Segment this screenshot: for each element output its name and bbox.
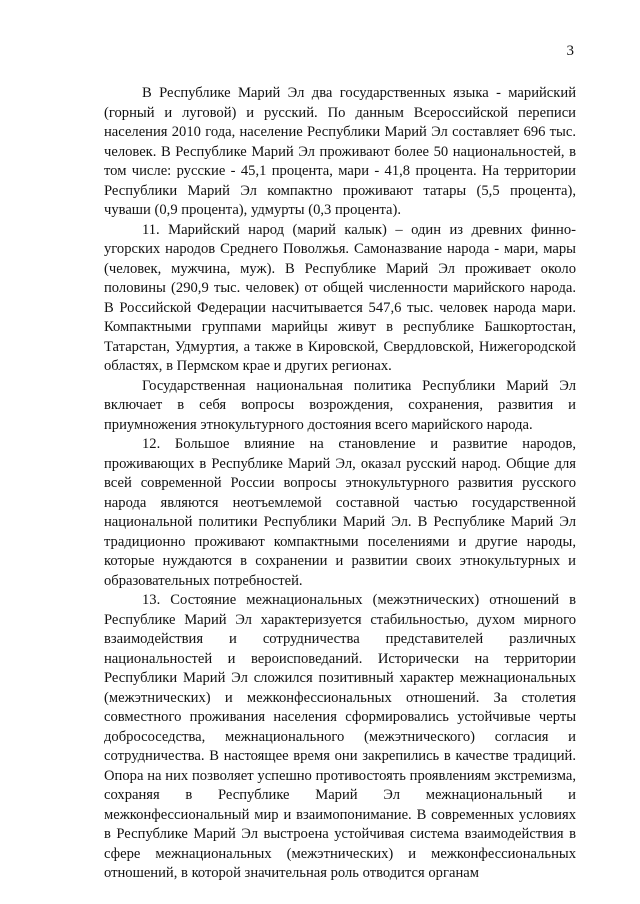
paragraph-13-interethnic-relations: 13. Состояние межнациональных (межэтнических) отношений в Республике Марий Эл характеризуется стабильностью, духом мирного взаимодействия и сотрудничества представителей различных национальностей и вероисповеданий. Исторически на территории Республики Марий Эл сложился позитивный характер межнациональных (межэтнических) и межконфессиональных отношений. За столетия совместного проживания населения сформировались устойчивые черты добрососедства, межнационального (межэтнического) согласия и сотрудничества. В настоящее время они закрепились в качестве традиций. Опора на них позволяет успешно противостоять проявлениям экстремизма, сохраняя в Республике Марий Эл межнациональный и межконфессиональный мир и взаимопонимание. В современных условиях в Республике Марий Эл выстроена устойчивая система взаимодействия в сфере межнациональных (межэтнических) и межконфессиональных отношений, в которой значительная роль отводится органам — [104, 592, 576, 881]
paragraph-languages-population: В Республике Марий Эл два государственных языка - марийский (горный и луговой) и русский. По данным Всероссийской переписи населения 2010 года, население Республики Марий Эл составляет 696 тыс. человек. В Республике Марий Эл проживают более 50 национальностей, в том числе: русские - 45,1 процента, мари - 41,8 процента. На территории Республики Марий Эл компактно проживают татары (5,5 процента), чуваши (0,9 процента), удмурты (0,3 процента). — [104, 85, 576, 218]
paragraph-national-policy: Государственная национальная политика Республики Марий Эл включает в себя вопросы возрождения, сохранения, развития и приумножения этнокультурного достояния всего марийского народа. — [104, 377, 576, 433]
document-body — [104, 84, 576, 884]
page-number: 3 — [566, 43, 574, 59]
paragraph-11-mari-people: 11. Марийский народ (марий калык) – один из древних финно-угорских народов Среднего Поволжья. Самоназвание народа - мари, мары (человек, мужчина, муж). В Республике Марий Эл проживает около половины (290,9 тыс. человек) от общей численности марийского народа. В Российской Федерации насчитывается 547,6 тыс. человек народа мари. Компактными группами марийцы живут в республике Башкортостан, Татарстан, Удмуртия, а также в Кировской, Свердловской, Нижегородской областях, в Пермском крае и других регионах. — [104, 221, 576, 374]
paragraph-12-russian-people: 12. Большое влияние на становление и развитие народов, проживающих в Республике Марий Эл, оказал русский народ. Общие для всей современной России вопросы этнокультурного развития русского народа являются неотъемлемой составной частью государственной национальной политики Республики Марий Эл. В Республике Марий Эл традиционно проживают компактными поселениями и другие народы, которые нуждаются в сохранении и развитии своих этнокультурных и образовательных потребностей. — [104, 436, 576, 589]
